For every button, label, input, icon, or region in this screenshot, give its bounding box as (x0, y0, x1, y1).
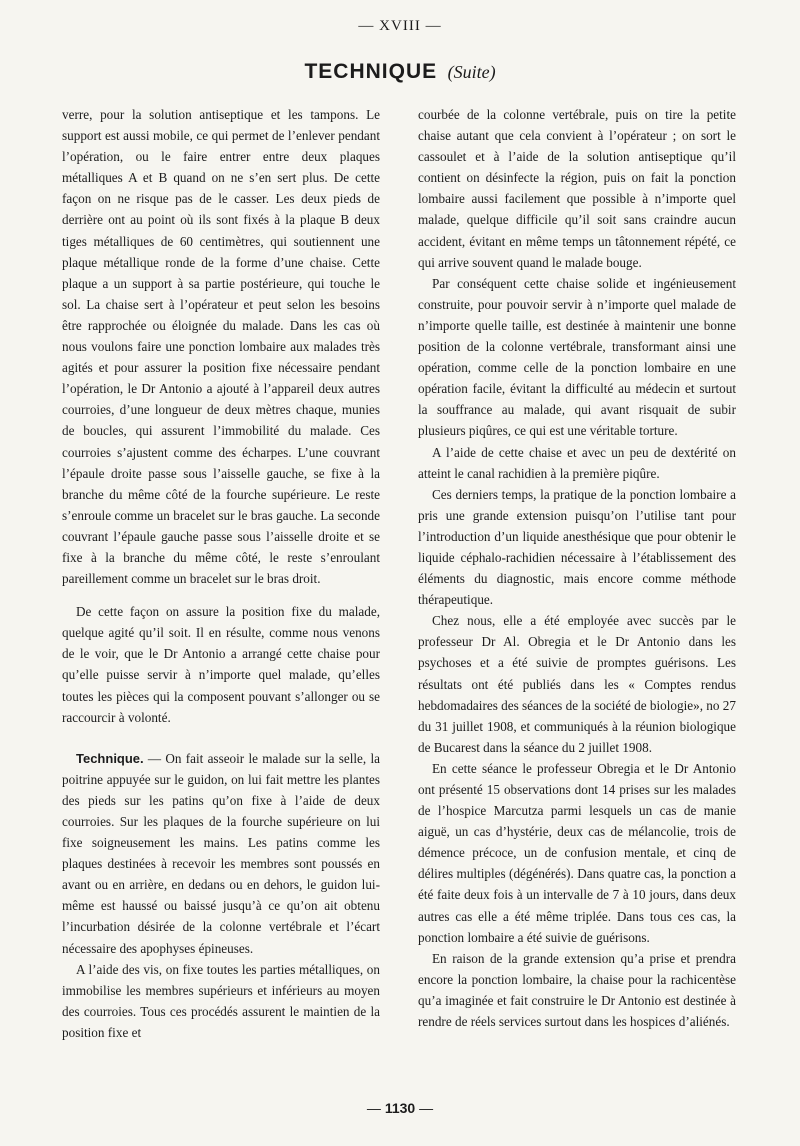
right-paragraph-5: Chez nous, elle a été employée avec succès par le professeur Dr Al. Obregia et le Dr Antonio dans les psychoses et a été suivie de promptes guérisons. Les résultats ont été publiés dans les « Comptes rendus hebdomadaires des séances de la société de biologie», no 27 du 31 juillet 1908, et communiqués à la réunion biologique de Bucarest dans la séance du 2 juillet 1908. (418, 613, 736, 755)
left-column (62, 104, 380, 1043)
right-paragraph-2: Par conséquent cette chaise solide et ingénieusement construite, pour pouvoir servir à n’importe quel malade de n’importe quelle taille, est destinée à maintenir une bonne position de la colonne vertébrale, transformant ainsi une opération, comme celle de la ponction lombaire en une opération facile, évitant la difficulté au médecin et surtout la souffrance au malade, qui avant risquait de subir plusieurs piqûres, ce qui est une véritable torture. (418, 275, 736, 439)
title-suite: (Suite) (447, 62, 496, 82)
right-paragraph-1: courbée de la colonne vertébrale, puis on tire la petite chaise autant que cela convient à l’opérateur ; on sort le cassoulet et à l’aide de la solution antiseptique qu’il contient on désinfecte la région, puis on fait la ponction lombaire aussi facilement que possible à n’importe quel malade, quelque difficile qu’il soit sans craindre aucun accident, évitant en même temps un tâtonnement répété, ce qui arrive souvent quand le malade bouge. (418, 107, 736, 270)
footer-dash-left: — (366, 1100, 381, 1116)
page-title (0, 60, 800, 84)
right-paragraph-6: En cette séance le professeur Obregia et le Dr Antonio ont présenté 15 observations dont 14 prises sur les malades de l’hospice Marcutza parmi lesquels un cas de manie aiguë, un cas d’hystérie, deux cas de mélancolie, trois de démence précoce, un de confusion mentale, et cinq de délires multiples (dégénérés). Dans quatre cas, la ponction a été faite deux fois à un intervalle de 7 à 10 jours, dans deux autres cas elle a été même triplée. Dans tous ces cas, la ponction lombaire a été suivie de guérisons. (418, 760, 736, 945)
footer-page-number: 1130 (384, 1100, 416, 1116)
technique-text: — On fait asseoir le malade sur la selle, la poitrine appuyée sur le guidon, on lui fait mettre les plantes des pieds sur les patins qu’on fixe à l’aide de deux courroies. Sur les plaques de la fourche supérieure on lui fixe soigneusement les mains. Les patins comme les plaques destinées à recevoir les membres sont poussés en avant ou en arrière, en dedans ou en dehors, le guidon lui-même est haussé ou baissé jusqu’à ce qu’on ait obtenu l’incurbation désirée de la colonne vertébrale et l’écart nécessaire des apophyses épineuses. (62, 750, 380, 956)
left-paragraph-3 (62, 748, 380, 959)
technique-heading: Technique. (76, 750, 144, 766)
title-main: TECHNIQUE (304, 60, 438, 83)
right-paragraph-7: En raison de la grande extension qu’a prise et prendra encore la ponction lombaire, la chaise pour la rachicentèse qu’a imaginée et fait construire le Dr Antonio est destinée à rendre de réels services surtout dans les hospices d’aliénés. (418, 950, 736, 1030)
right-column (418, 104, 736, 1032)
right-paragraph-4: Ces derniers temps, la pratique de la ponction lombaire a pris une grande extension puisqu’on l’utilise tant pour l’introduction d’un liquide anesthésique que pour obtenir le liquide céphalo-rachidien nécessaire à l’établissement des éléments du diagnostic, mais encore comme méthode thérapeutique. (418, 486, 736, 608)
left-paragraph-4: A l’aide des vis, on fixe toutes les parties métalliques, on immobilise les membres supérieurs et inférieurs au moyen des courroies. Tous ces procédés assurent le maintien de la position fixe et (62, 961, 380, 1040)
left-paragraph-2: De cette façon on assure la position fixe du malade, quelque agité qu’il soit. Il en résulte, comme nous venons de le voir, que le Dr Antonio a arrangé cette chaise pour qu’elle puisse servir à n’importe quel malade, qu’elles toutes les pièces qui la composent pouvant s’allonger ou se raccourcir à volonté. (62, 604, 380, 725)
left-paragraph-1: verre, pour la solution antiseptique et les tampons. Le support est aussi mobile, ce qui permet de l’enlever pendant l’opération, ou le faire entrer entre deux plaques métalliques A et B quand on ne s’en sert plus. De cette façon on ne risque pas de le casser. Les deux pieds de derrière ont au point où ils sont fixés à la plaque B deux tiges métalliques de 60 centimètres, qui soutiennent une plaque métallique ronde de la forme d’une chaise. Cette plaque a un support à sa partie postérieure, qui touche le sol. La chaise sert à l’opérateur et peut selon les besoins être rapprochée ou éloignée du malade. Dans les cas où nous voulons faire une ponction lombaire aux malades très agités et pour assurer la position fixe nécessaire pendant l’opération, le Dr Antonio a ajouté à l’appareil deux autres courroies, d’une longueur de deux mètres chaque, munies de boucles, qui assurent l’immobilité du malade. Ces courroies s’ajustent comme des écharpes. L’une couvrant l’épaule droite passe sous l’aisselle gauche, se fixe à la branche du même côté de la fourche supérieure. Le reste s’enroule comme un bracelet sur le bras gauche. La seconde couvrant l’épaule gauche passe sous l’aisselle droite et se fixe à la branche du même côté, le reste s’enroulant pareillement comme un bracelet sur le bras droit. (62, 107, 380, 587)
footer-dash-right: — (419, 1100, 434, 1116)
page-numeral-header: — XVIII — (358, 18, 442, 34)
right-paragraph-3: A l’aide de cette chaise et avec un peu de dextérité on atteint le canal rachidien à la première piqûre. (418, 444, 736, 481)
page-footer (0, 1100, 800, 1116)
